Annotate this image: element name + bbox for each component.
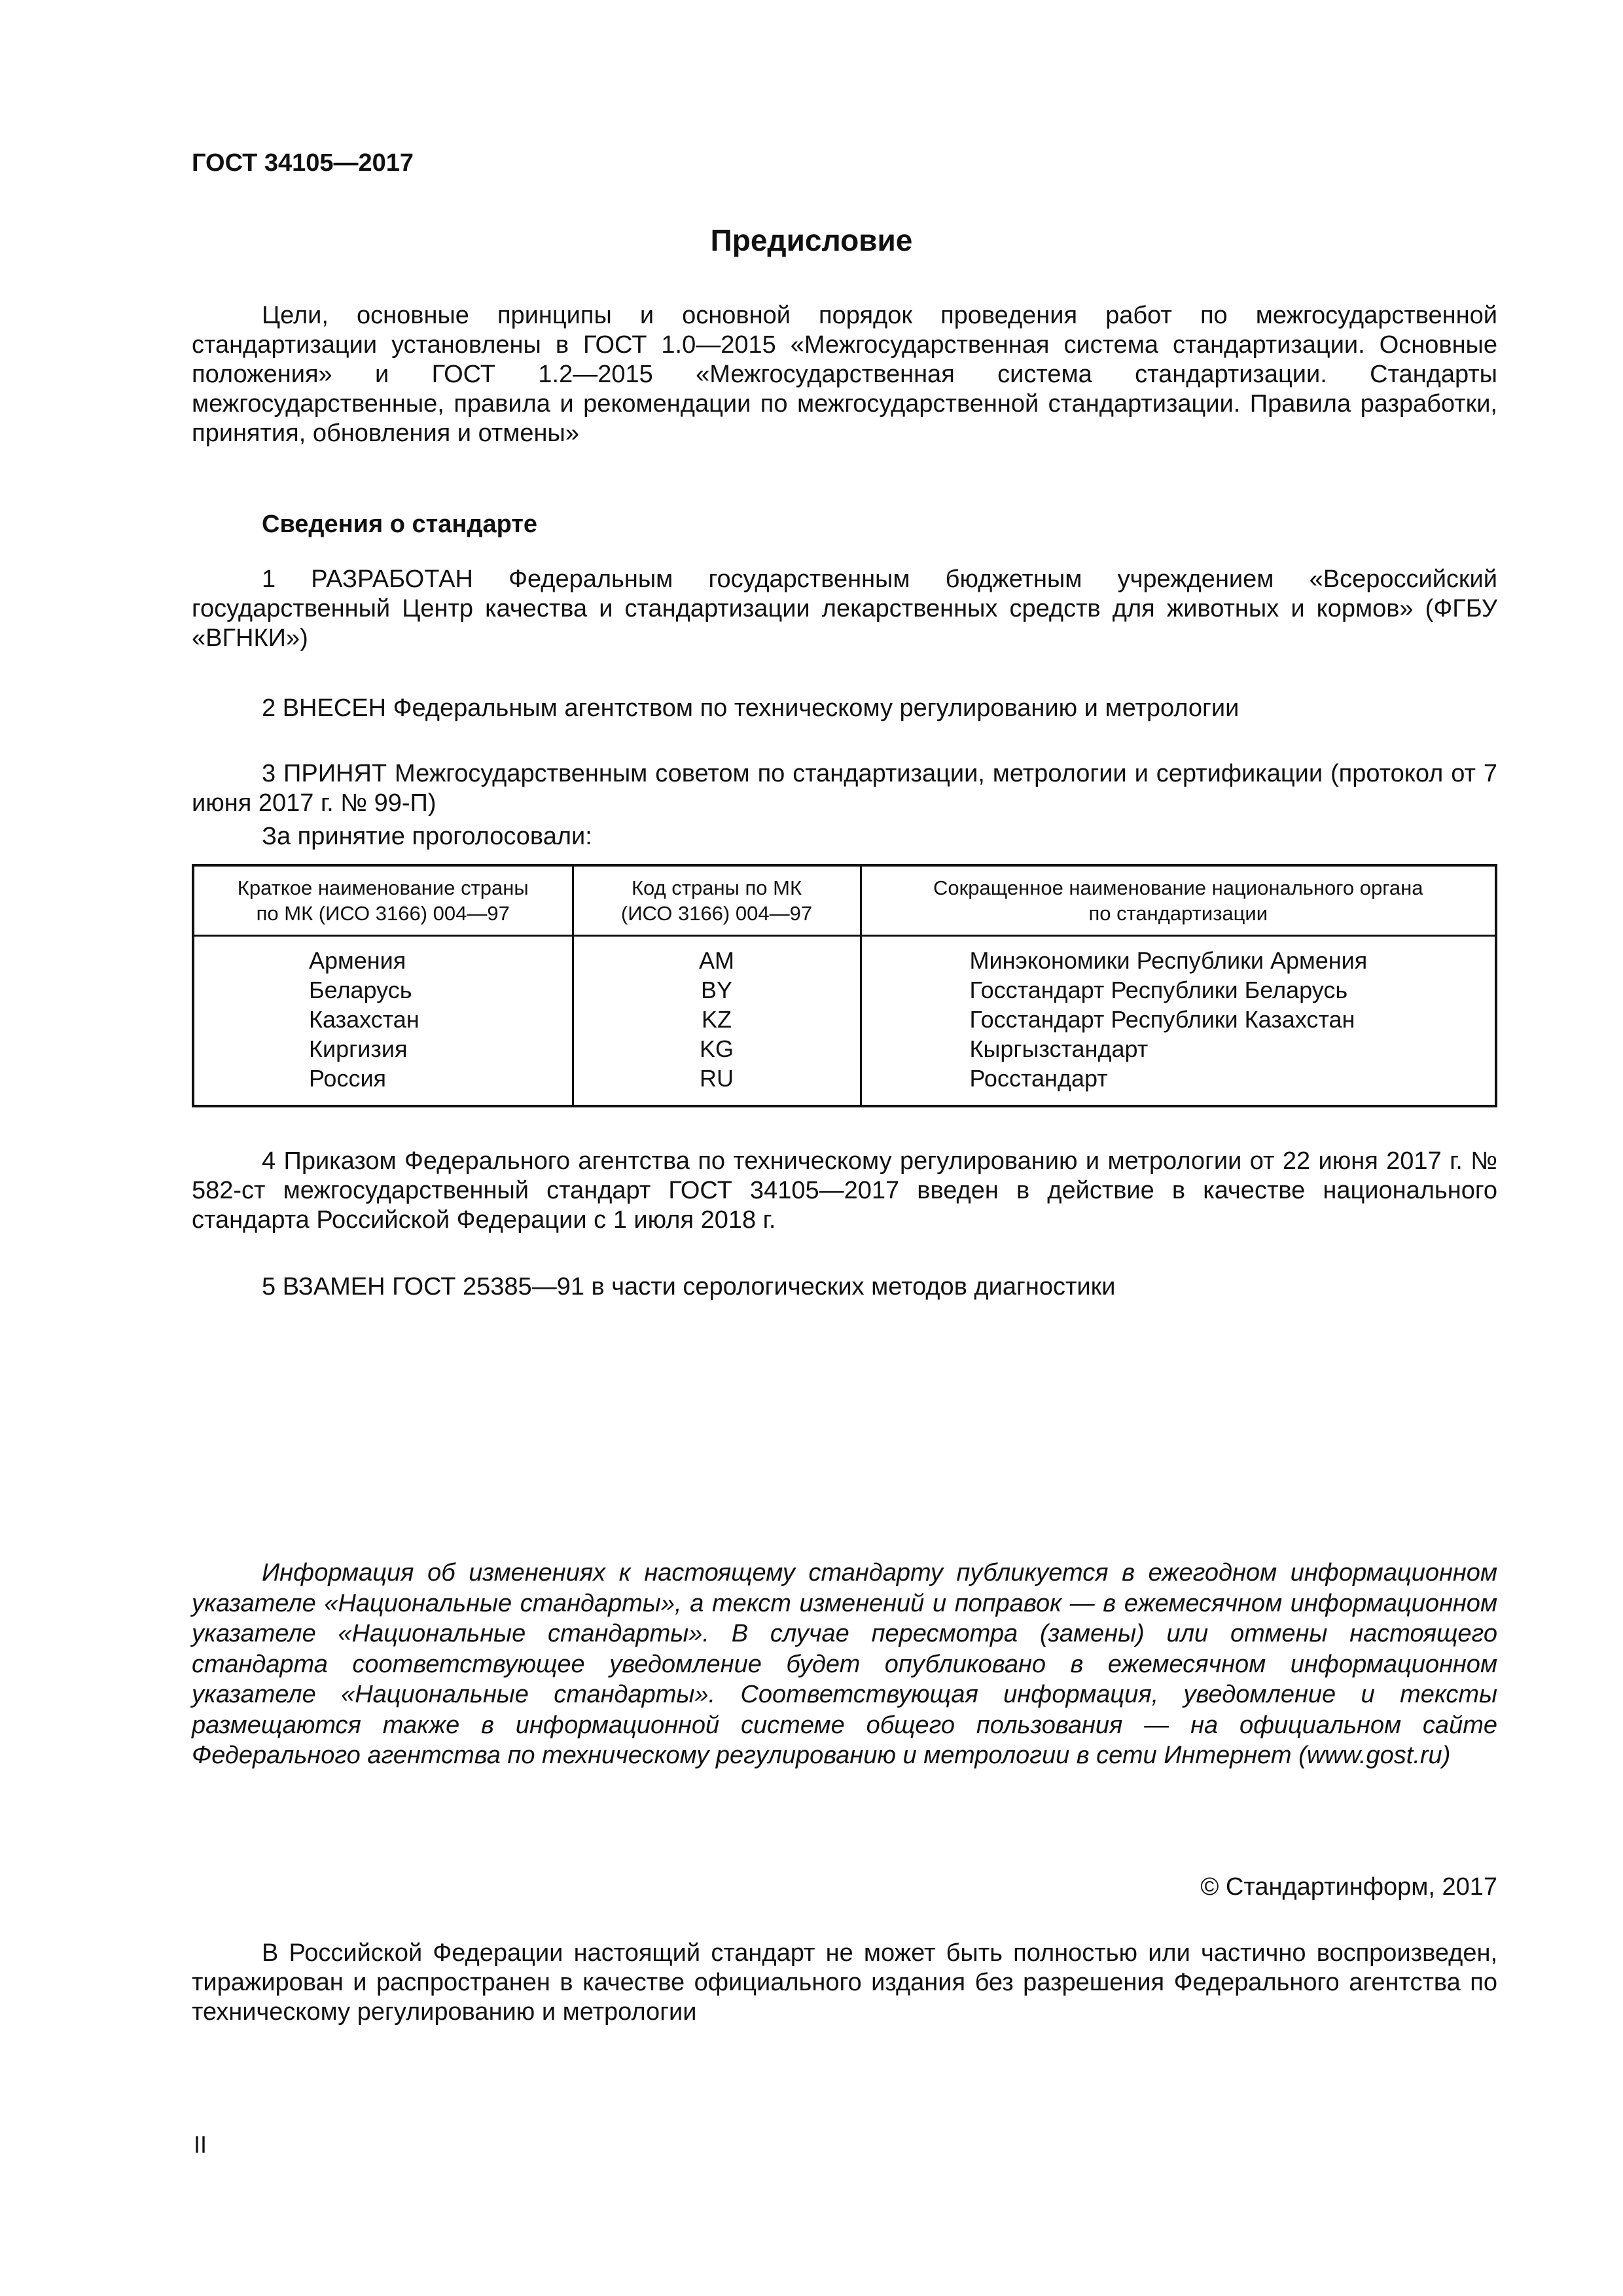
body-cell: Минэкономики Республики Армения: [969, 947, 1368, 974]
copyright: © Стандартинформ, 2017: [1200, 1873, 1497, 1901]
change-notice-text: Информация об изменениях к настоящему стандарту публикуется в ежегодном информационном указателе «Национальные стандарты», а текст изменений и поправок — в ежемесячном информационном указателе «Национальные стандарты». В случае пересмотра (замены) или отмены настоящего стандарта соответствующее уведомление будет опубликовано в ежемесячном информационном указателе «Национальные стандарты». Соответствующая информация, уведомление и тексты размещаются также в информационной системе общего пользования — на официальном сайте Федерального агентства по техническому регулированию и метрологии в сети Интернет (www.gost.ru): [192, 1559, 1497, 1769]
code-cell: BY: [700, 977, 733, 1003]
document-code: ГОСТ 34105—2017: [192, 149, 414, 177]
country-column: [193, 936, 573, 1107]
header-country: [193, 865, 573, 936]
header-body-line2: по стандартизации: [1088, 902, 1268, 925]
country-cell: Армения: [309, 947, 406, 974]
item-4: [192, 1147, 1497, 1235]
header-body-line1: Сокращенное наименование национального органа: [933, 876, 1423, 899]
header-code: [573, 865, 861, 936]
item-3-text: 3 ПРИНЯТ Межгосударственным советом по стандартизации, метрологии и сертификации (протокол от 7 июня 2017 г. № 99-П): [192, 760, 1497, 817]
item-1: [192, 565, 1497, 653]
table-header-row: [193, 865, 1496, 936]
code-cell: KZ: [701, 1006, 732, 1033]
header-code-line2: (ИСО 3166) 004—97: [620, 902, 813, 925]
country-cell: Казахстан: [309, 1006, 419, 1033]
code-cell: RU: [700, 1065, 734, 1092]
country-cell: Киргизия: [309, 1035, 408, 1062]
change-notice: [192, 1558, 1497, 1771]
intro-text: Цели, основные принципы и основной порядок проведения работ по межгосударственной стандартизации установлены в ГОСТ 1.0—2015 «Межгосударственная система стандартизации. Основные положения» и ГОСТ 1.2—2015 «Межгосударственная система стандартизации. Стандарты межгосударственные, правила и рекомендации по межгосударственной стандартизации. Правила разработки, принятия, обновления и отмены»: [192, 302, 1497, 447]
page-title: Предисловие: [710, 223, 913, 257]
header-code-line1: Код страны по МК: [631, 876, 802, 899]
body-cell: Росстандарт: [969, 1065, 1108, 1092]
code-cell: AM: [699, 947, 734, 974]
table-row: [193, 936, 1496, 1107]
intro-paragraph: [192, 301, 1497, 448]
header-country-line2: по МК (ИСО 3166) 004—97: [256, 902, 510, 925]
page-number: II: [194, 2131, 207, 2158]
country-cell: Россия: [309, 1065, 387, 1092]
header-country-line1: Краткое наименование страны: [237, 876, 529, 899]
header-body: [861, 865, 1496, 936]
code-cell: KG: [699, 1035, 734, 1062]
code-column: [573, 936, 861, 1107]
item-5: 5 ВЗАМЕН ГОСТ 25385—91 в части серологических методов диагностики: [262, 1273, 1116, 1300]
rights-text: В Российской Федерации настоящий стандарт не может быть полностью или частично воспроизведен, тиражирован и распространен в качестве официального издания без разрешения Федерального агентства по техническому регулированию и метрологии: [192, 1939, 1497, 2026]
voting-table: [192, 864, 1497, 1107]
body-cell: Госстандарт Республики Казахстан: [969, 1006, 1355, 1033]
country-cell: Беларусь: [309, 977, 412, 1003]
body-cell: Кыргызстандарт: [969, 1035, 1149, 1062]
body-cell: Госстандарт Республики Беларусь: [969, 977, 1348, 1003]
info-heading: Сведения о стандарте: [262, 511, 538, 538]
item-4-text: 4 Приказом Федерального агентства по техническому регулированию и метрологии от 22 июня 2017 г. № 582-ст межгосударственный стандарт ГОСТ 34105—2017 введен в действие в качестве национального стандарта Российской Федерации с 1 июля 2018 г.: [192, 1147, 1497, 1234]
item-1-text: 1 РАЗРАБОТАН Федеральным государственным бюджетным учреждением «Всероссийский государственный Центр качества и стандартизации лекарственных средств для животных и кормов» (ФГБУ «ВГНКИ»): [192, 565, 1497, 652]
voted-label: За принятие проголосовали:: [262, 823, 592, 850]
body-column: [861, 936, 1496, 1107]
rights-paragraph: [192, 1939, 1497, 2027]
item-2: 2 ВНЕСЕН Федеральным агентством по техническому регулированию и метрологии: [262, 694, 1240, 722]
item-3: [192, 759, 1497, 818]
